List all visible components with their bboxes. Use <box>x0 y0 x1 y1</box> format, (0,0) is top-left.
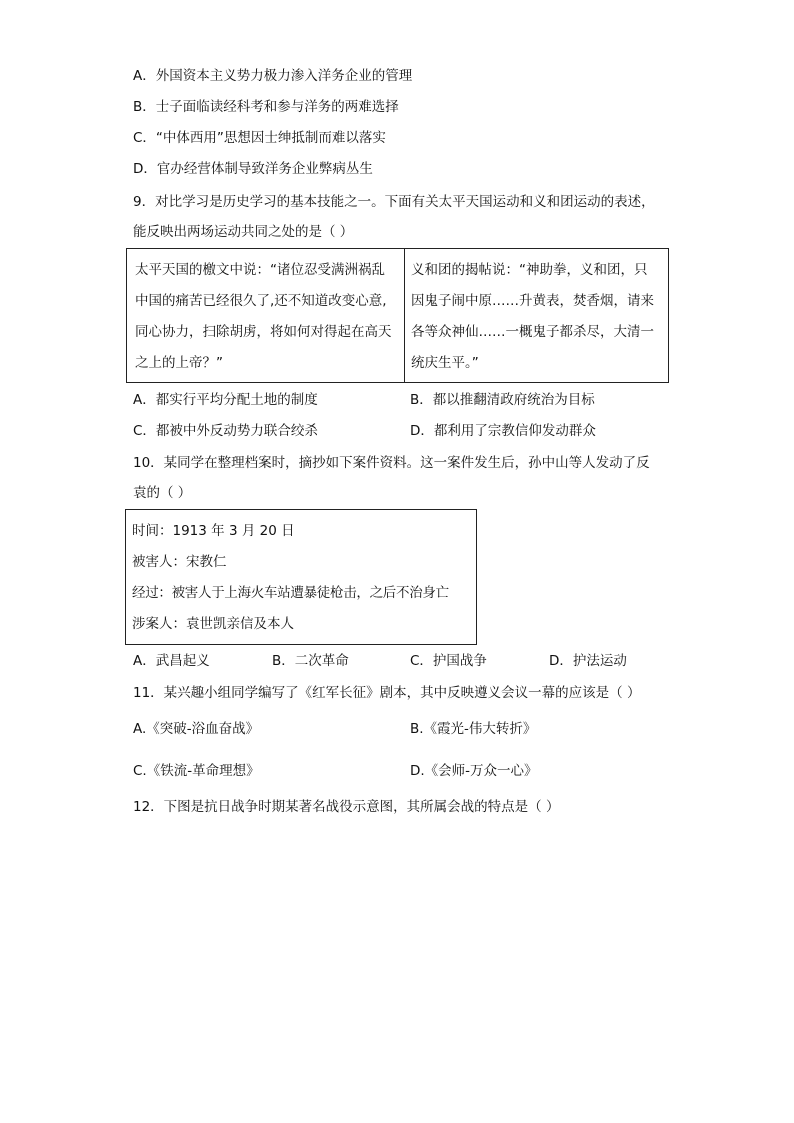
table-right-line-4: 统庆生平。” <box>411 355 479 371</box>
q11-option-c: C.《铁流-革命理想》 <box>133 763 260 779</box>
q9-option-c: C．都被中外反动势力联合绞杀 <box>133 423 318 439</box>
table-left-line-2: 中国的痛苦已经很久了,还不知道改变心意, <box>135 293 387 309</box>
q11-stem: 11．某兴趣小组同学编写了《红军长征》剧本，其中反映遵义会议一幕的应该是（ ） <box>133 685 641 701</box>
q9-option-a: A．都实行平均分配土地的制度 <box>133 392 318 408</box>
q11-option-a: A.《突破-浴血奋战》 <box>133 721 260 737</box>
table-divider <box>404 249 405 382</box>
q9-stem-line2: 能反映出两场运动共同之处的是（ ） <box>133 224 354 240</box>
record-victim: 被害人：宋教仁 <box>132 554 227 570</box>
record-suspect: 涉案人：袁世凯亲信及本人 <box>132 616 294 632</box>
q10-option-b: B．二次革命 <box>272 653 349 669</box>
q10-option-d: D．护法运动 <box>549 653 627 669</box>
q9-option-b: B．都以推翻清政府统治为目标 <box>410 392 595 408</box>
q10-option-a: A．武昌起义 <box>133 653 210 669</box>
table-right-line-2: 因鬼子闹中原……升黄表，焚香烟，请来 <box>411 293 654 309</box>
q9-comparison-table <box>126 248 669 383</box>
table-left-line-4: 之上的上帝？” <box>135 355 223 371</box>
q10-stem-line2: 袁的（ ） <box>133 485 192 501</box>
q12-stem: 12．下图是抗日战争时期某著名战役示意图，其所属会战的特点是（ ） <box>133 799 560 815</box>
record-process: 经过：被害人于上海火车站遭暴徒枪击，之后不治身亡 <box>132 585 449 601</box>
q11-option-d: D.《会师-万众一心》 <box>410 763 538 779</box>
q8-option-c: C．“中体西用”思想因士绅抵制而难以落实 <box>133 130 386 146</box>
q8-option-d: D．官办经营体制导致洋务企业弊病丛生 <box>133 161 373 177</box>
q11-option-b: B.《霞光-伟大转折》 <box>410 721 537 737</box>
table-left-line-3: 同心协力，扫除胡虏，将如何对得起在高天 <box>135 324 392 340</box>
q8-option-b: B．士子面临读经科考和参与洋务的两难选择 <box>133 99 399 115</box>
q10-stem-line1: 10．某同学在整理档案时，摘抄如下案件资料。这一案件发生后，孙中山等人发动了反 <box>133 455 650 471</box>
q9-stem-line1: 9．对比学习是历史学习的基本技能之一。下面有关太平天国运动和义和团运动的表述， <box>133 194 655 210</box>
record-time: 时间：1913 年 3 月 20 日 <box>132 523 295 539</box>
q9-option-d: D．都利用了宗教信仰发动群众 <box>410 423 596 439</box>
table-left-line-1: 太平天国的檄文中说：“诸位忍受满洲祸乱 <box>135 262 385 278</box>
q10-option-c: C．护国战争 <box>410 653 487 669</box>
q8-option-a: A．外国资本主义势力极力渗入洋务企业的管理 <box>133 68 413 84</box>
table-right-line-1: 义和团的揭帖说：“神助拳，义和团，只 <box>411 262 648 278</box>
table-right-line-3: 各等众神仙……一概鬼子都杀尽，大清一 <box>411 324 654 340</box>
